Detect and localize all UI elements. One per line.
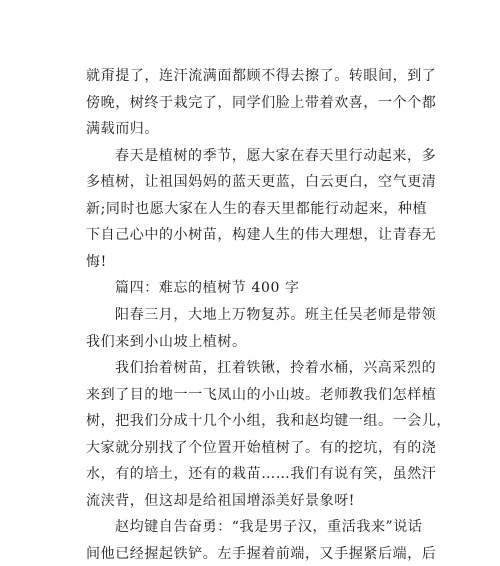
text-line: 就甭提了，连汗流满面都顾不得去擦了。转眼间，到了: [86, 68, 437, 84]
text-line: 流浃背，但这却是给祖国增添美好景象呀!: [86, 492, 356, 509]
text-line: 我们来到小山坡上植树。: [86, 333, 247, 350]
text-line: 悔!: [86, 253, 107, 270]
paragraph-first-line: 春天是植树的季节，愿大家在春天里行动起来，多: [115, 147, 437, 164]
paragraph-first-line: 赵均键自告奋勇：“我是男子汉，重活我来”说话: [115, 519, 423, 536]
text-line: 新;同时也愿大家在人生的春天里都能行动起来，种植: [86, 200, 428, 217]
text-line: 来到了目的地一一飞凤山的小山坡。老师教我们怎样植: [86, 386, 437, 403]
text-line: 间他已经握起铁铲。左手握着前端，又手握紧后端，后: [86, 546, 437, 562]
text-line: 树，把我们分成十几个小组，我和赵均键一组。一会儿，: [86, 413, 451, 430]
text-line: 傍晚，树终于栽完了，同学们脸上带着欢喜，一个个都: [86, 94, 437, 111]
text-line: 水，有的培土，还有的栽苗……我们有说有笑，虽然汗: [86, 466, 437, 483]
text-line: 多植树，让祖国妈妈的蓝天更蓝，白云更白，空气更清: [86, 174, 437, 191]
paragraph-first-line: 我们抬着树苗，扛着铁锹，拎着水桶，兴高采烈的: [115, 360, 437, 377]
section-heading: 篇四：难忘的植树节 400 字: [115, 280, 300, 297]
text-line: 满载而归。: [86, 121, 159, 138]
paragraph-first-line: 阳春三月，大地上万物复苏。班主任吴老师是带领: [115, 307, 437, 323]
text-line: 大家就分别找了个位置开始植树了。有的挖坑，有的浇: [86, 439, 437, 456]
text-line: 下自己心中的小树苗，构建人生的伟大理想，让青春无: [86, 227, 437, 244]
